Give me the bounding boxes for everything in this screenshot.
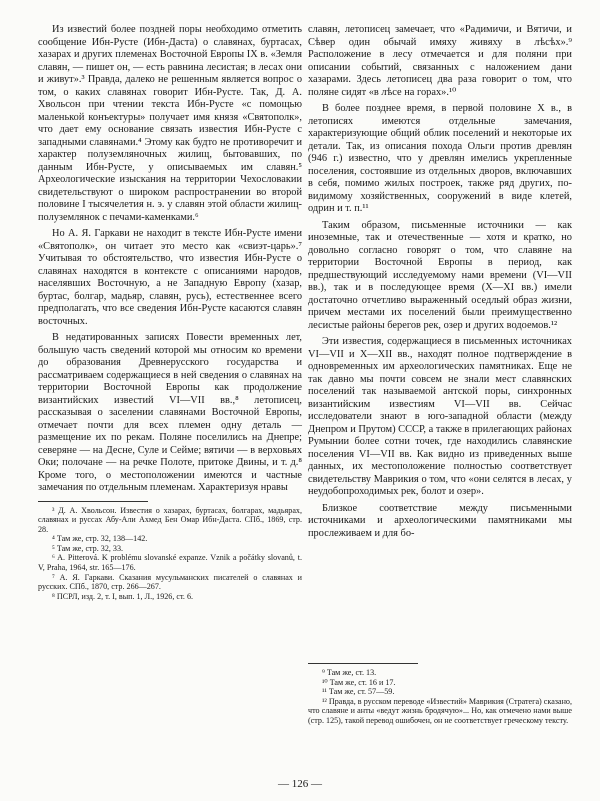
body-paragraph: славян, летописец замечает, что «Радимичи, и Вятичи, и Сѣвер один обычай имяху живяху в лѣсѣх».⁹ Расположение в лесу отмечается и для поляни при описании событий, связанных с наложением дани хазарами. Здесь летописец два раза говорит о том, что поляне сидят «в лѣсе на горах».¹⁰ [308, 24, 572, 98]
footnote: ¹⁰ Там же, ст. 16 и 17. [322, 677, 396, 687]
footnotes-left [38, 506, 302, 602]
footnote: ⁶ A. Pitterová. K problému slovanské expanze. Vznik a počátky slovanů, t. V, Praha, 1964, str. 165—176. [38, 553, 302, 573]
body-paragraph: В недатированных записях Повести временных лет, большую часть сведений которой мы относим ко времени до образования Древнерусского государства и рассматриваем содержащиеся в ней сведения о славянах на территории Восточной Европы как продолжение византийских известий VI—VII вв.,⁸ летописец, рассказывая о заселении славянами Восточной Европы, отмечает почти для всех племен одну деталь — размещение их по рекам. Поляне поселились на Днепре; северяне — на Десне, Суле и Сейме; вятичи — в верховьях Оки; полочане — на речке Полоте, притоке Двины, и т. д.⁸ Кроме того, о местоположении имеются и частные замечания по отдельным племенам. Характеризуя нравы [38, 332, 302, 493]
left-column [38, 24, 302, 601]
footnotes-right [308, 657, 572, 726]
footnote: ¹¹ Там же, ст. 57—59. [322, 687, 395, 697]
footnote-divider [38, 501, 148, 502]
body-paragraph: Но А. Я. Гаркави не находит в тексте Ибн-Русте имени «Святополк», он читает это место как «свиэт-царь».⁷ Учитывая то обстоятельство, что известия Ибн-Русте о славянах находятся в контексте с описаниями народов, населявших Восточную, а не Западную Европу (хазар, буртас, болгар, мадьяр, славян, русь), естественнее всего предполагать, что все сведения Ибн-Русте касаются славян восточных. [38, 228, 302, 327]
body-paragraph: Эти известия, содержащиеся в письменных источниках VI—VII и X—XII вв., находят полное подтверждение в одновременных им археологических памятниках. Еще не так давно мы почти совсем не знали мест славянских поселений так называемой антской поры, синхронных византийским известиям VI—VII вв. Сейчас исследователи знают в юго-западной области (между Днепром и Прутом) СССР, а также в прилегающих районах Румынии более сотни точек, где находились славянские поселения VI—VII вв. Как видно из приведенных выше данных, их местоположение полностью соответствует свидетельству Маврикия о том, что «они селятся в лесах, у неудобопроходимых рек, болот и озер». [308, 336, 572, 497]
footnote: ⁴ Там же, стр. 32, 138—142. [52, 534, 148, 544]
footnote: ¹² Правда, в русском переводе «Известий» Маврикия (Стратега) сказано, что славяне и анты «ведут жизнь бродячую»... Но, как отмечено нами выше (стр. 125), такой перевод ошибочен, он не соответствует греческому тексту. [308, 696, 572, 725]
footnote: ³ Д. А. Хвольсон. Известия о хазарах, буртасах, болгарах, мадьярах, славянах и руссах Абу-Али Ахмед Бен Омар Ибн-Даста. СПб., 1869, стр. 28. [38, 505, 302, 534]
footnote: ⁹ Там же, ст. 13. [322, 668, 377, 677]
footnote-divider [308, 663, 418, 664]
body-paragraph: Таким образом, письменные источники — как иноземные, так и отечественные — хотя и кратко, но довольно согласно говорят о том, что славяне на территории Восточной Европы в период, как предшествующий исследуемому нами времени (VI—VII вв.), так и в последующее время (X—XI вв.) имели достаточно отчетливо выраженный оседлый образ жизни, причем местами их поселений были преимущественно лесистые районы берегов рек, озер и других водоемов.¹² [308, 219, 572, 331]
footnote: ⁷ А. Я. Гаркави. Сказания мусульманских писателей о славянах и русских. СПб., 1870, стр. 266—267. [38, 572, 302, 592]
footnote: ⁵ Там же, стр. 32, 33. [52, 543, 124, 553]
right-column [308, 24, 572, 725]
body-paragraph: Близкое соответствие между письменными источниками и археологическими памятниками мы прослеживаем и для бо- [308, 502, 572, 539]
page-number: — 126 — [278, 778, 322, 790]
footnote: ⁸ ПСРЛ, изд. 2, т. I, вып. 1, Л., 1926, ст. 6. [52, 591, 194, 601]
body-paragraph: Из известий более поздней поры необходимо отметить сообщение Ибн-Русте (Ибн-Даста) о славянах, буртасах, хазарах и других племенах Восточной Европы IX в. «Земля славян, — пишет он, — есть равнина лесистая; в лесах они и живут».³ Правда, далеко не решенным является вопрос о том, о каких славянах говорит Ибн-Русте. Так, Д. А. Хвольсон при чтении текста Ибн-Русте «с помощью маленькой конъектуры» получает имя князя «Святополк», что дает ему основание связать известия Ибн-Русте с западными славянами.⁴ Этому как будто не противоречит и характер полуземляночных жилищ, бытовавших, по данным Ибн-Русте, у описываемых им славян.⁵ Археологические изыскания на территории Чехословакии свидетельствуют о широком распространении во второй половине I тысячелетия н. э. у славян этой области жилищ-полуземлянок с печами-каменками.⁶ [38, 24, 302, 223]
body-paragraph: В более позднее время, в первой половине X в., в летописях имеются отдельные замечания, характеризующие общий облик поселений и некоторые их детали. Так, из описания похода Ольги против древлян (946 г.) известно, что у древлян имелись укрепленные поселения, состоявшие из отдельных дворов, включавших в себя, помимо жилых построек, также ряд других, по-видимому хозяйственных, сооружений в виде клетей, одрин и т. п.¹¹ [308, 103, 572, 214]
